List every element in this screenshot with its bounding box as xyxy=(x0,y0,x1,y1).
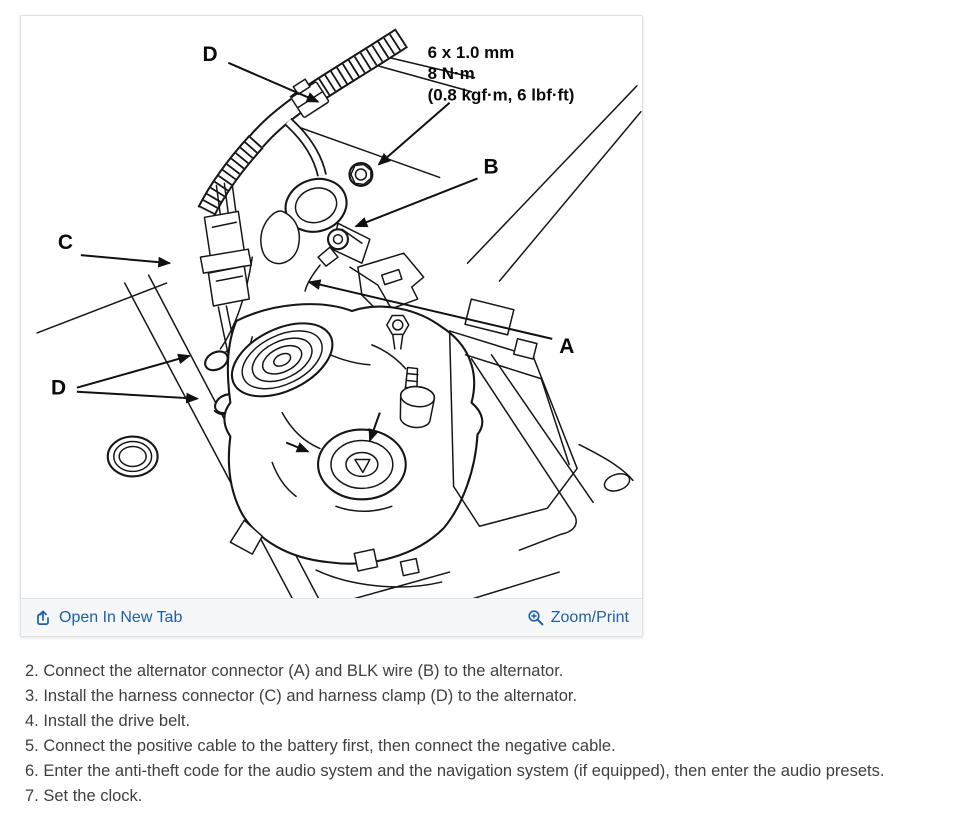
instruction-step-6: 6. Enter the anti-theft code for the audio system and the navigation system (if equipped), then enter the audio presets. xyxy=(25,762,885,780)
open-in-new-tab-link[interactable] xyxy=(34,609,182,627)
instruction-step-2: 2. Connect the alternator connector (A) and BLK wire (B) to the alternator. xyxy=(25,662,564,680)
torque-spec-line3: (0.8 kgf·m, 6 lbf·ft) xyxy=(427,85,575,105)
torque-spec-line2: 8 N·m xyxy=(427,63,475,83)
terminal-boot xyxy=(261,171,370,263)
instruction-step-3: 3. Install the harness connector (C) and harness clamp (D) to the alternator. xyxy=(25,687,578,705)
zoom-print-label: Zoom/Print xyxy=(550,608,629,626)
flange-nut xyxy=(349,163,372,186)
diagram-canvas xyxy=(21,16,642,598)
callout-b: B xyxy=(483,155,499,179)
torque-spec xyxy=(428,43,575,105)
open-in-new-tab-label: Open In New Tab xyxy=(59,608,183,626)
instruction-step-5: 5. Connect the positive cable to the battery first, then connect the negative cable. xyxy=(25,737,616,755)
callout-a: A xyxy=(559,334,575,358)
grommet xyxy=(108,437,158,477)
zoom-icon xyxy=(527,609,544,626)
zoom-print-link[interactable] xyxy=(527,609,629,626)
torque-spec-line1: 6 x 1.0 mm xyxy=(427,42,515,62)
open-in-new-tab-icon xyxy=(34,609,52,627)
callout-d-top: D xyxy=(202,42,218,66)
diagram-toolbar xyxy=(21,598,642,636)
alternator-diagram xyxy=(21,16,642,598)
diagram-panel xyxy=(20,15,643,637)
instruction-step-7: 7. Set the clock. xyxy=(25,787,143,805)
callout-d-left: D xyxy=(50,376,67,400)
callout-c: C xyxy=(57,231,74,255)
instruction-list xyxy=(25,659,955,809)
instruction-step-4: 4. Install the drive belt. xyxy=(25,712,191,730)
